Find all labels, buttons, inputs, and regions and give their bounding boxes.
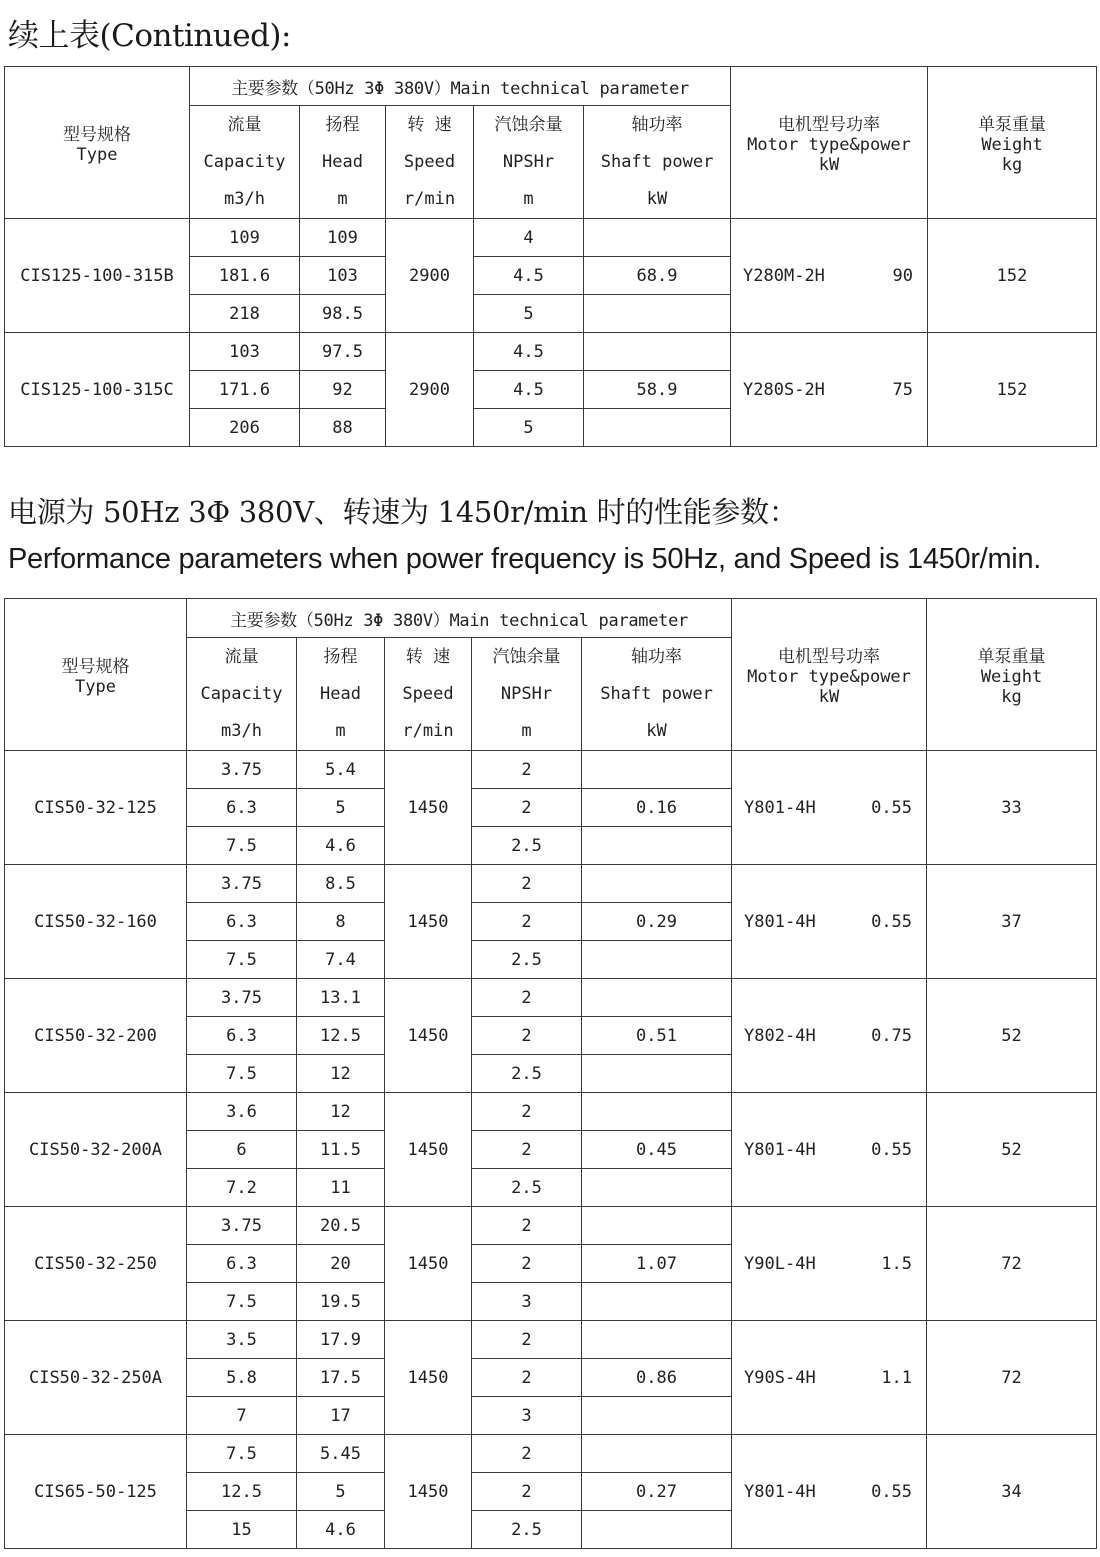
header-line: kW xyxy=(818,687,840,707)
motor-cell xyxy=(732,865,927,979)
spec-table-2900rpm xyxy=(4,66,1097,447)
npshr-cell: 2 xyxy=(472,751,582,789)
table-row xyxy=(5,1207,1097,1245)
header-line: NPSHr xyxy=(500,683,553,704)
shaft-power-cell xyxy=(582,1283,732,1321)
motor-power: 90 xyxy=(892,265,914,286)
shaft-power-cell xyxy=(584,333,731,371)
header-motor xyxy=(731,67,928,219)
npshr-cell: 2 xyxy=(472,903,582,941)
header-line: Motor type&power xyxy=(747,135,911,155)
head-cell: 20.5 xyxy=(297,1207,385,1245)
head-cell: 13.1 xyxy=(297,979,385,1017)
capacity-cell: 7.5 xyxy=(187,1283,297,1321)
speed-cell: 1450 xyxy=(385,1435,472,1549)
head-cell: 8 xyxy=(297,903,385,941)
model-type: CIS50-32-200 xyxy=(5,979,187,1093)
header-line: Capacity xyxy=(200,683,283,704)
motor-info xyxy=(732,798,926,818)
capacity-cell: 6.3 xyxy=(187,789,297,827)
header-shaft xyxy=(584,106,731,219)
capacity-cell: 6.3 xyxy=(187,1245,297,1283)
header-line: Speed xyxy=(403,151,456,172)
shaft-power-cell: 0.16 xyxy=(582,789,732,827)
shaft-power-cell xyxy=(584,409,731,447)
shaft-power-cell xyxy=(582,751,732,789)
npshr-cell: 2 xyxy=(472,1017,582,1055)
motor-info xyxy=(732,1254,926,1274)
header-line: Head xyxy=(322,151,363,172)
weight-cell: 34 xyxy=(927,1435,1097,1549)
speed-cell: 1450 xyxy=(385,1093,472,1207)
speed-cell: 2900 xyxy=(386,219,474,333)
header-line: kg xyxy=(1001,155,1023,175)
shaft-power-cell xyxy=(582,1435,732,1473)
head-cell: 103 xyxy=(300,257,386,295)
header-line: Head xyxy=(320,683,361,704)
capacity-cell: 7 xyxy=(187,1397,297,1435)
npshr-cell: 2.5 xyxy=(472,1055,582,1093)
header-shaft xyxy=(582,638,732,751)
header-line: Shaft power xyxy=(600,151,714,172)
shaft-power-cell xyxy=(582,1397,732,1435)
table-row xyxy=(5,219,1097,257)
model-type: CIS50-32-200A xyxy=(5,1093,187,1207)
capacity-cell: 109 xyxy=(190,219,300,257)
head-cell: 4.6 xyxy=(297,827,385,865)
npshr-cell: 2 xyxy=(472,1359,582,1397)
shaft-power-cell xyxy=(582,1207,732,1245)
header-line: 汽蚀余量 xyxy=(492,646,561,667)
header-line: 型号规格 xyxy=(61,657,130,677)
head-cell: 5 xyxy=(297,789,385,827)
shaft-power-cell: 1.07 xyxy=(582,1245,732,1283)
header-line: Shaft power xyxy=(600,683,713,704)
motor-cell xyxy=(731,219,928,333)
shaft-power-cell: 0.45 xyxy=(582,1131,732,1169)
header-main-parameters: 主要参数（50Hz 3Φ 380V）Main technical parameter xyxy=(190,67,731,106)
shaft-power-cell xyxy=(582,827,732,865)
header-line: Speed xyxy=(402,683,454,704)
weight-cell: 72 xyxy=(927,1321,1097,1435)
weight-cell: 33 xyxy=(927,751,1097,865)
head-cell: 5.4 xyxy=(297,751,385,789)
capacity-cell: 3.75 xyxy=(187,751,297,789)
npshr-cell: 2 xyxy=(472,1131,582,1169)
shaft-power-cell xyxy=(582,979,732,1017)
npshr-cell: 2.5 xyxy=(472,941,582,979)
header-line: Type xyxy=(75,677,116,697)
motor-power: 0.55 xyxy=(871,911,913,932)
npshr-cell: 5 xyxy=(474,295,584,333)
header-line: 流量 xyxy=(227,114,262,135)
model-type: CIS50-32-250A xyxy=(5,1321,187,1435)
npshr-cell: 2 xyxy=(472,789,582,827)
header-line: Capacity xyxy=(203,151,286,172)
header-line: kW xyxy=(818,155,840,175)
weight-cell: 152 xyxy=(928,333,1097,447)
header-line: r/min xyxy=(402,720,454,741)
head-cell: 17.9 xyxy=(297,1321,385,1359)
capacity-cell: 15 xyxy=(187,1511,297,1549)
npshr-cell: 4 xyxy=(474,219,584,257)
motor-type: Y801-4H xyxy=(744,1481,816,1502)
header-row xyxy=(5,599,1097,638)
npshr-cell: 4.5 xyxy=(474,333,584,371)
header-line: 单泵重量 xyxy=(977,647,1046,667)
weight-cell: 52 xyxy=(927,979,1097,1093)
weight-cell: 72 xyxy=(927,1207,1097,1321)
section-title-en: Performance parameters when power frequency is 50Hz, and Speed is 1450r/min. xyxy=(8,543,1042,575)
shaft-power-cell xyxy=(582,865,732,903)
npshr-cell: 3 xyxy=(472,1283,582,1321)
table-row xyxy=(5,333,1097,371)
header-line: r/min xyxy=(403,188,456,209)
table-row xyxy=(5,1435,1097,1473)
header-npshr xyxy=(474,106,584,219)
model-type: CIS50-32-160 xyxy=(5,865,187,979)
header-row xyxy=(5,67,1097,106)
model-type: CIS50-32-250 xyxy=(5,1207,187,1321)
head-cell: 17.5 xyxy=(297,1359,385,1397)
motor-info xyxy=(732,912,926,932)
motor-power: 1.1 xyxy=(881,1367,913,1388)
motor-cell xyxy=(732,1435,927,1549)
header-npshr xyxy=(472,638,582,751)
speed-cell: 1450 xyxy=(385,979,472,1093)
capacity-cell: 6.3 xyxy=(187,903,297,941)
capacity-cell: 3.75 xyxy=(187,1207,297,1245)
header-type xyxy=(5,599,187,751)
speed-cell: 1450 xyxy=(385,751,472,865)
weight-cell: 52 xyxy=(927,1093,1097,1207)
head-cell: 12 xyxy=(297,1055,385,1093)
header-line: 汽蚀余量 xyxy=(494,114,563,135)
header-speed xyxy=(385,638,472,751)
motor-type: Y90L-4H xyxy=(744,1253,816,1274)
npshr-cell: 2 xyxy=(472,1245,582,1283)
npshr-cell: 5 xyxy=(474,409,584,447)
capacity-cell: 7.5 xyxy=(187,1055,297,1093)
section-title-cn: 电源为 50Hz 3Φ 380V、转速为 1450r/min 时的性能参数： xyxy=(8,495,798,529)
shaft-power-cell: 0.51 xyxy=(582,1017,732,1055)
header-line: kg xyxy=(1001,687,1022,707)
table-row xyxy=(5,1321,1097,1359)
table-row xyxy=(5,1093,1097,1131)
head-cell: 20 xyxy=(297,1245,385,1283)
header-head xyxy=(297,638,385,751)
header-line: Weight xyxy=(981,135,1043,155)
motor-cell xyxy=(731,333,928,447)
header-line: kW xyxy=(646,188,668,209)
capacity-cell: 6 xyxy=(187,1131,297,1169)
header-head xyxy=(300,106,386,219)
motor-cell xyxy=(732,1093,927,1207)
shaft-power-cell: 58.9 xyxy=(584,371,731,409)
motor-info xyxy=(732,1368,926,1388)
header-line: 轴功率 xyxy=(631,114,683,135)
header-main-parameters: 主要参数（50Hz 3Φ 380V）Main technical parameter xyxy=(187,599,732,638)
motor-info xyxy=(732,1026,926,1046)
head-cell: 109 xyxy=(300,219,386,257)
motor-power: 0.75 xyxy=(871,1025,913,1046)
header-line: 电机型号功率 xyxy=(778,647,881,667)
npshr-cell: 2 xyxy=(472,1435,582,1473)
header-line: m xyxy=(521,720,532,741)
motor-power: 1.5 xyxy=(881,1253,913,1274)
shaft-power-cell: 0.29 xyxy=(582,903,732,941)
motor-type: Y802-4H xyxy=(744,1025,816,1046)
head-cell: 19.5 xyxy=(297,1283,385,1321)
shaft-power-cell: 68.9 xyxy=(584,257,731,295)
model-type: CIS65-50-125 xyxy=(5,1435,187,1549)
shaft-power-cell xyxy=(582,1511,732,1549)
header-motor xyxy=(732,599,927,751)
header-line: 扬程 xyxy=(323,646,358,667)
capacity-cell: 7.2 xyxy=(187,1169,297,1207)
npshr-cell: 2 xyxy=(472,865,582,903)
speed-cell: 1450 xyxy=(385,1321,472,1435)
model-type: CIS50-32-125 xyxy=(5,751,187,865)
header-line: m xyxy=(523,188,534,209)
capacity-cell: 181.6 xyxy=(190,257,300,295)
capacity-cell: 3.5 xyxy=(187,1321,297,1359)
motor-type: Y801-4H xyxy=(744,1139,816,1160)
npshr-cell: 4.5 xyxy=(474,257,584,295)
motor-power: 0.55 xyxy=(871,1139,913,1160)
head-cell: 11.5 xyxy=(297,1131,385,1169)
capacity-cell: 12.5 xyxy=(187,1473,297,1511)
head-cell: 8.5 xyxy=(297,865,385,903)
head-cell: 92 xyxy=(300,371,386,409)
motor-cell xyxy=(732,979,927,1093)
table-row xyxy=(5,751,1097,789)
header-weight xyxy=(928,67,1097,219)
header-line: 电机型号功率 xyxy=(778,115,881,135)
spec-table-1450rpm xyxy=(4,598,1097,1549)
capacity-cell: 3.75 xyxy=(187,865,297,903)
model-type: CIS125-100-315B xyxy=(5,219,190,333)
motor-info xyxy=(731,266,927,286)
capacity-cell: 7.5 xyxy=(187,941,297,979)
header-capacity xyxy=(190,106,300,219)
header-line: m3/h xyxy=(224,188,265,209)
continued-title: 续上表(Continued): xyxy=(8,18,291,54)
header-line: Type xyxy=(76,145,118,165)
capacity-cell: 103 xyxy=(190,333,300,371)
shaft-power-cell xyxy=(582,941,732,979)
motor-info xyxy=(732,1140,926,1160)
model-type: CIS125-100-315C xyxy=(5,333,190,447)
motor-type: Y801-4H xyxy=(744,797,816,818)
npshr-cell: 2.5 xyxy=(472,1169,582,1207)
header-line: m3/h xyxy=(221,720,262,741)
head-cell: 4.6 xyxy=(297,1511,385,1549)
head-cell: 7.4 xyxy=(297,941,385,979)
header-line: m xyxy=(335,720,346,741)
head-cell: 5 xyxy=(297,1473,385,1511)
header-line: 单泵重量 xyxy=(978,115,1047,135)
head-cell: 11 xyxy=(297,1169,385,1207)
motor-type: Y801-4H xyxy=(744,911,816,932)
header-capacity xyxy=(187,638,297,751)
head-cell: 5.45 xyxy=(297,1435,385,1473)
header-weight xyxy=(927,599,1097,751)
header-line: kW xyxy=(646,720,667,741)
header-type xyxy=(5,67,190,219)
motor-type: Y280M-2H xyxy=(743,265,825,286)
capacity-cell: 206 xyxy=(190,409,300,447)
motor-power: 0.55 xyxy=(871,1481,913,1502)
npshr-cell: 3 xyxy=(472,1397,582,1435)
motor-power: 75 xyxy=(892,379,914,400)
npshr-cell: 2.5 xyxy=(472,827,582,865)
weight-cell: 37 xyxy=(927,865,1097,979)
table-row xyxy=(5,979,1097,1017)
shaft-power-cell xyxy=(584,295,731,333)
npshr-cell: 2 xyxy=(472,1207,582,1245)
motor-power: 0.55 xyxy=(871,797,913,818)
npshr-cell: 2.5 xyxy=(472,1511,582,1549)
npshr-cell: 2 xyxy=(472,1093,582,1131)
capacity-cell: 5.8 xyxy=(187,1359,297,1397)
motor-type: Y90S-4H xyxy=(744,1367,816,1388)
motor-cell xyxy=(732,1207,927,1321)
shaft-power-cell xyxy=(584,219,731,257)
speed-cell: 1450 xyxy=(385,1207,472,1321)
header-line: m xyxy=(337,188,348,209)
capacity-cell: 171.6 xyxy=(190,371,300,409)
shaft-power-cell xyxy=(582,1055,732,1093)
header-line: 转 速 xyxy=(405,646,451,667)
shaft-power-cell xyxy=(582,1169,732,1207)
weight-cell: 152 xyxy=(928,219,1097,333)
header-line: 流量 xyxy=(224,646,259,667)
npshr-cell: 2 xyxy=(472,979,582,1017)
header-line: 轴功率 xyxy=(631,646,683,667)
npshr-cell: 4.5 xyxy=(474,371,584,409)
head-cell: 88 xyxy=(300,409,386,447)
motor-type: Y280S-2H xyxy=(743,379,825,400)
capacity-cell: 3.6 xyxy=(187,1093,297,1131)
table-row xyxy=(5,865,1097,903)
capacity-cell: 218 xyxy=(190,295,300,333)
header-line: 扬程 xyxy=(325,114,360,135)
head-cell: 12 xyxy=(297,1093,385,1131)
head-cell: 97.5 xyxy=(300,333,386,371)
motor-cell xyxy=(732,751,927,865)
motor-info xyxy=(732,1482,926,1502)
motor-info xyxy=(731,380,927,400)
speed-cell: 1450 xyxy=(385,865,472,979)
header-line: NPSHr xyxy=(502,151,555,172)
capacity-cell: 3.75 xyxy=(187,979,297,1017)
header-line: Weight xyxy=(980,667,1043,687)
capacity-cell: 7.5 xyxy=(187,827,297,865)
head-cell: 98.5 xyxy=(300,295,386,333)
motor-cell xyxy=(732,1321,927,1435)
speed-cell: 2900 xyxy=(386,333,474,447)
shaft-power-cell xyxy=(582,1321,732,1359)
npshr-cell: 2 xyxy=(472,1473,582,1511)
header-speed xyxy=(386,106,474,219)
head-cell: 12.5 xyxy=(297,1017,385,1055)
header-line: 转 速 xyxy=(407,114,452,135)
capacity-cell: 6.3 xyxy=(187,1017,297,1055)
shaft-power-cell: 0.27 xyxy=(582,1473,732,1511)
shaft-power-cell xyxy=(582,1093,732,1131)
header-line: 型号规格 xyxy=(63,125,131,145)
head-cell: 17 xyxy=(297,1397,385,1435)
shaft-power-cell: 0.86 xyxy=(582,1359,732,1397)
capacity-cell: 7.5 xyxy=(187,1435,297,1473)
npshr-cell: 2 xyxy=(472,1321,582,1359)
header-line: Motor type&power xyxy=(747,667,911,687)
